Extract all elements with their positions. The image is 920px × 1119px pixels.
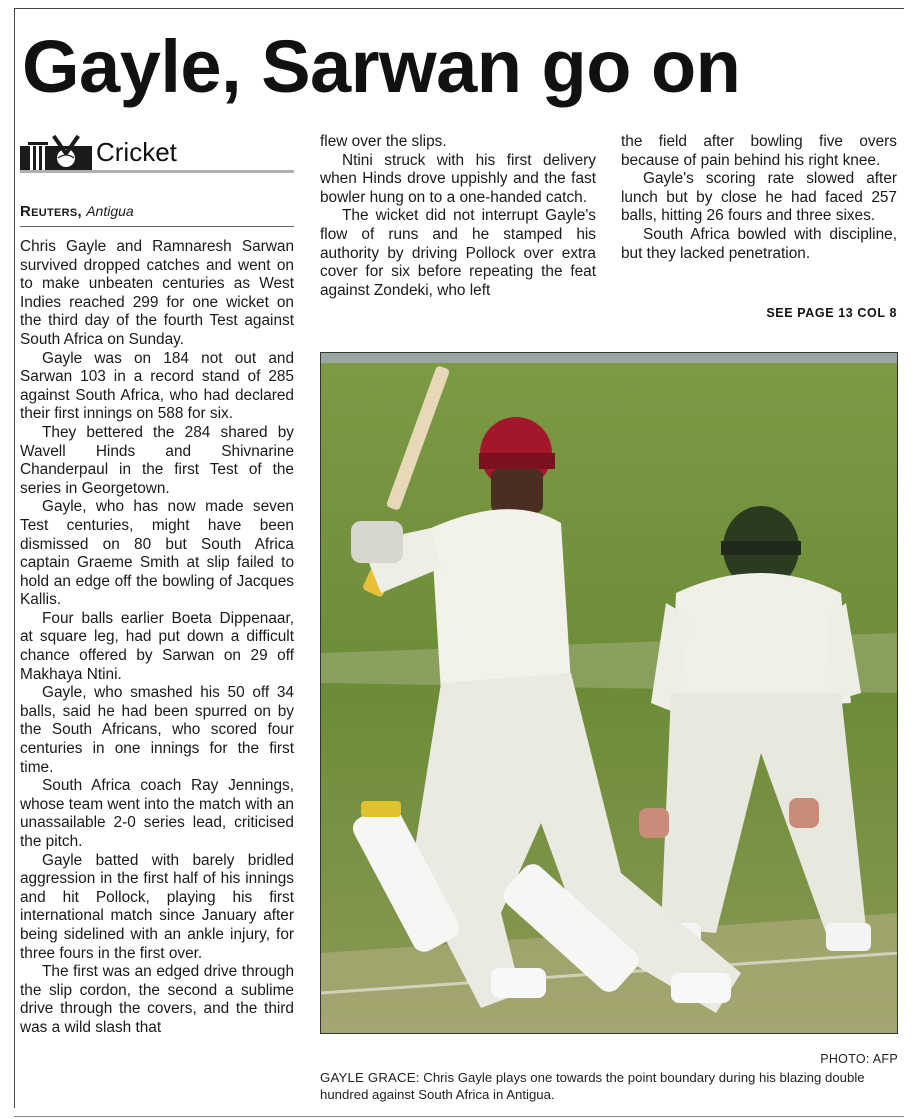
paragraph: Gayle, who has now made seven Test centuries, might have been dismissed on 80 but South Africa captain Graeme Smith at slip failed to hold an edge off the bowling of Jacques Kallis. [20, 498, 294, 609]
section-name: Cricket [96, 137, 177, 167]
paragraph: Ntini struck with his first delivery when Hinds drove uppishly and the fast bowler hung on to a one-handed catch. [320, 151, 596, 206]
paragraph: flew over the slips. [320, 133, 447, 150]
paragraph: Four balls earlier Boeta Dippenaar, at square leg, had put down a difficult chance offered by Sarwan on 29 off Makhaya Ntini. [20, 609, 294, 683]
paragraph: They bettered the 284 shared by Wavell Hinds and Shivnarine Chanderpaul in the first Test of the series in Georgetown. [20, 423, 294, 497]
photo-credit: PHOTO: AFP [820, 1052, 898, 1066]
byline [20, 203, 294, 227]
paragraph: Gayle batted with barely bridled aggression in the first half of his innings and hit Pollock, playing his first international match since January after being sidelined with an ankle injury, for three fours in the first over. [20, 851, 294, 962]
headline: Gayle, Sarwan go on [22, 25, 741, 108]
cricket-logo-icon [20, 132, 92, 170]
caption-text: Chris Gayle plays one towards the point boundary during his blazing double hundred against South Africa in Antigua. [320, 1070, 865, 1102]
left-rule [14, 8, 15, 1108]
photo-illustration [321, 353, 898, 1034]
byline-agency: Reuters, [20, 203, 83, 220]
paragraph: Gayle was on 184 not out and Sarwan 103 in a record stand of 285 against South Africa, who had declared their first innings on 588 for six. [20, 349, 294, 423]
top-rule [14, 8, 904, 9]
bottom-rule [14, 1116, 904, 1117]
section-rule [20, 170, 294, 173]
section-header [20, 130, 294, 174]
jump-line: SEE PAGE 13 COL 8 [766, 306, 897, 320]
paragraph: The wicket did not interrupt Gayle's flow of runs and he stamped his authority by driving Pollock over extra cover for six before repeating the feat against Zondeki, who left [320, 207, 596, 299]
caption-lead: GAYLE GRACE: [320, 1070, 420, 1085]
photo-caption [320, 1069, 910, 1103]
paragraph: South Africa bowled with discipline, but they lacked penetration. [621, 225, 897, 262]
paragraph: The first was an edged drive through the slip cordon, the second a sublime drive through the covers, and the third was a wild slash that [20, 963, 294, 1036]
paragraph: the field after bowling five overs because of pain behind his right knee. [621, 133, 897, 169]
byline-place: Antigua [86, 203, 134, 219]
article-photo [320, 352, 898, 1034]
article-column-1 [20, 238, 294, 1038]
paragraph: Gayle, who smashed his 50 off 34 balls, said he had been spurred on by the South Africans, who scored four centuries in one innings for the first time. [20, 684, 294, 776]
paragraph: South Africa coach Ray Jennings, whose team went into the match with an unassailable 2-0 series lead, criticised the pitch. [20, 777, 294, 850]
paragraph: Gayle's scoring rate slowed after lunch but by close he had faced 257 balls, hitting 26 fours and three sixes. [621, 170, 897, 225]
article-column-2 [320, 133, 596, 300]
paragraph: Chris Gayle and Ramnaresh Sarwan survived dropped catches and went on to make unbeaten centuries as West Indies reached 299 for one wicket on the third day of the fourth Test against South Africa on Sunday. [20, 238, 294, 348]
article-column-3 [621, 133, 897, 263]
